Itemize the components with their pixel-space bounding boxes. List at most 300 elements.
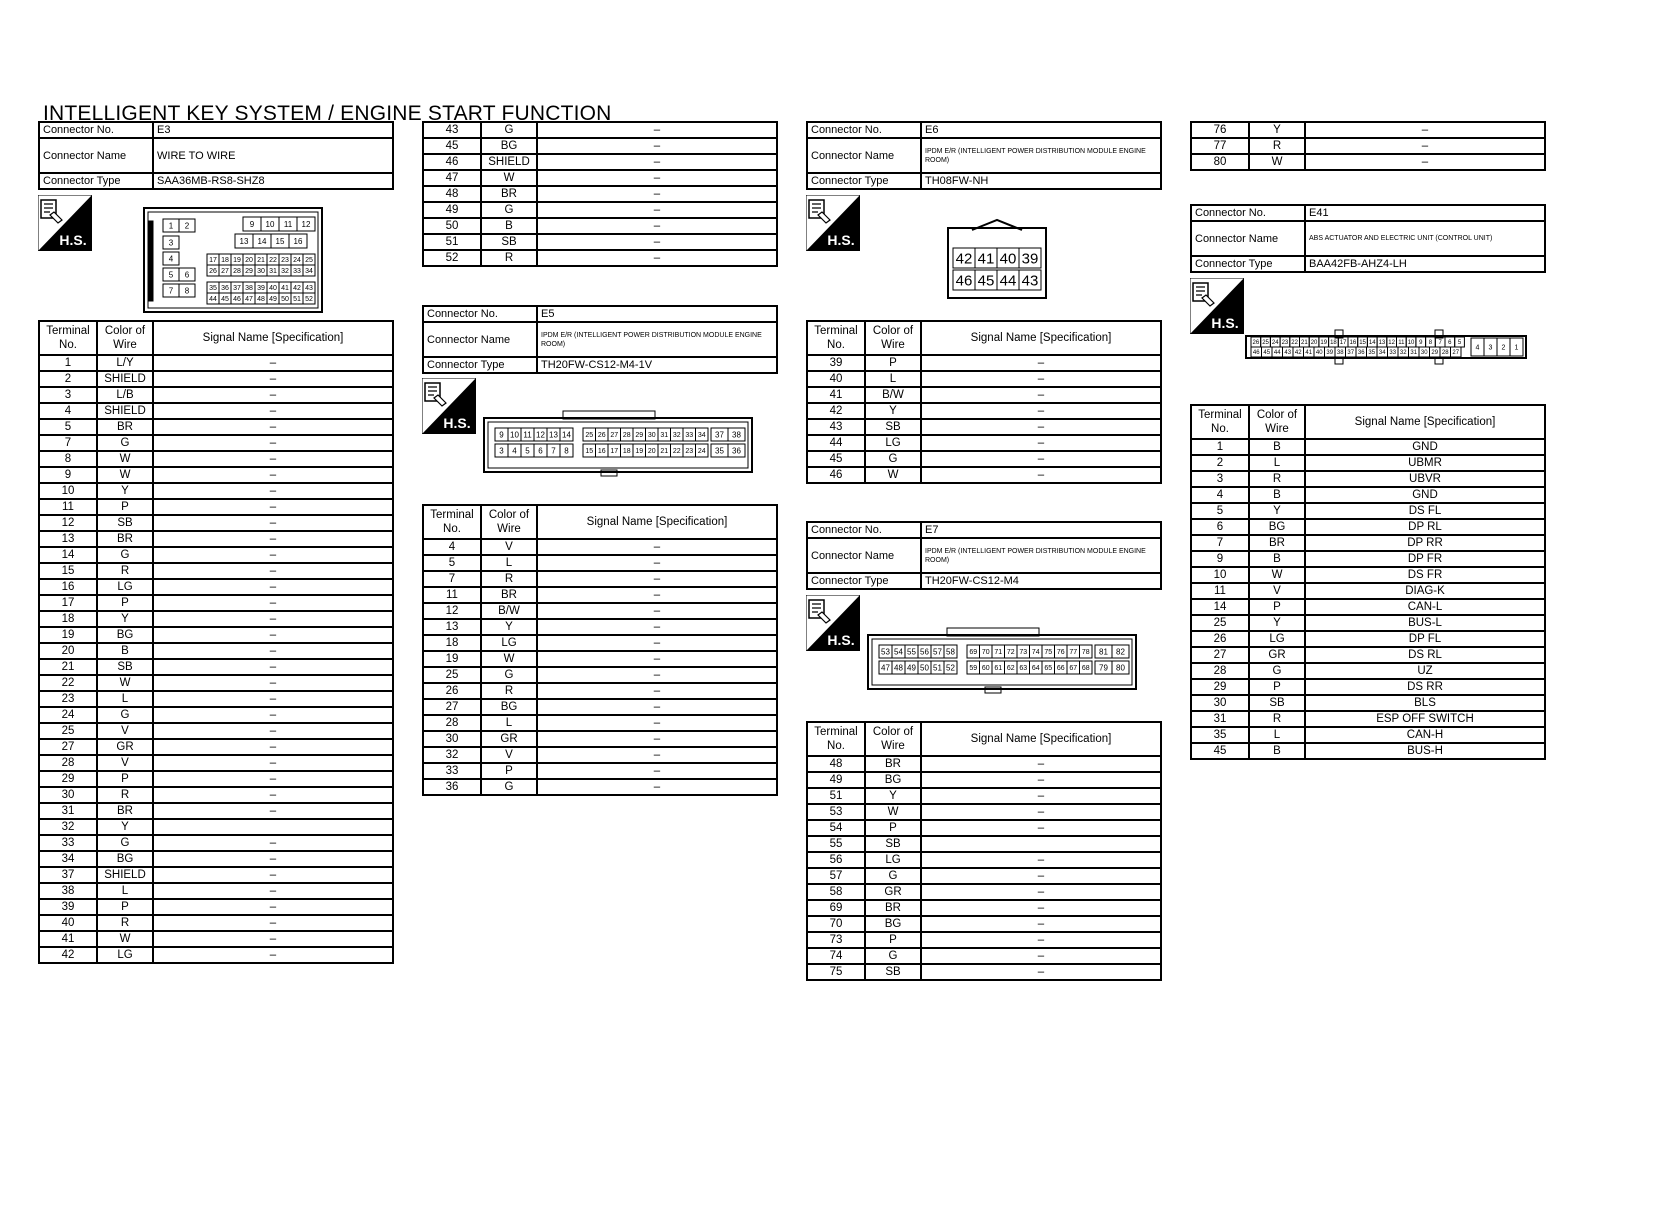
terminal-no-cell: 12 xyxy=(423,603,481,619)
wire-color-cell: LG xyxy=(865,435,921,451)
terminal-no-cell: 35 xyxy=(1191,727,1249,743)
terminal-number: 33 xyxy=(685,432,694,440)
terminal-no-cell: 1 xyxy=(39,355,97,371)
wire-color-cell: P xyxy=(481,763,537,779)
table-header-row xyxy=(807,722,1161,756)
terminal-number: 7 xyxy=(551,446,556,456)
terminal-number: 67 xyxy=(1069,665,1078,673)
table-row xyxy=(423,667,777,683)
wire-color-cell: LG xyxy=(1249,631,1305,647)
table-row xyxy=(807,916,1161,932)
terminal-no-header: Terminal No. xyxy=(1191,405,1249,439)
terminal-number: 82 xyxy=(1116,647,1125,657)
terminal-number: 48 xyxy=(257,296,265,304)
terminal-no-cell: 48 xyxy=(423,186,481,202)
signal-name-cell: – xyxy=(153,387,393,403)
e7-connector-face xyxy=(867,627,1139,693)
signal-name-cell: – xyxy=(153,483,393,499)
terminal-no-cell: 44 xyxy=(807,435,865,451)
terminal-number: 39 xyxy=(1326,350,1334,357)
wire-color-cell: G xyxy=(97,835,153,851)
e5-connector-face xyxy=(483,410,755,476)
table-row xyxy=(39,387,393,403)
terminal-number: 41 xyxy=(977,250,995,268)
wire-color-cell: SHIELD xyxy=(97,867,153,883)
terminal-number: 66 xyxy=(1056,665,1065,673)
terminal-number: 16 xyxy=(597,448,606,456)
signal-name-cell: – xyxy=(537,234,777,250)
table-row xyxy=(39,627,393,643)
terminal-number: 72 xyxy=(1006,649,1015,657)
terminal-number: 42 xyxy=(293,285,301,293)
terminal-number: 38 xyxy=(1336,350,1344,357)
signal-name-cell: – xyxy=(153,851,393,867)
wire-color-cell: SB xyxy=(481,234,537,250)
signal-name-cell: – xyxy=(537,747,777,763)
terminal-number: 19 xyxy=(233,257,241,265)
terminal-no-cell: 70 xyxy=(807,916,865,932)
terminal-number: 44 xyxy=(1273,350,1281,357)
terminal-number: 63 xyxy=(1019,665,1028,673)
wire-color-cell: R xyxy=(1249,711,1305,727)
terminal-no-cell: 6 xyxy=(1191,519,1249,535)
terminal-number: 65 xyxy=(1044,665,1053,673)
table-row xyxy=(39,515,393,531)
wire-color-cell: GR xyxy=(481,731,537,747)
signal-name-cell: – xyxy=(537,619,777,635)
signal-name-cell: – xyxy=(153,627,393,643)
hs-badge-text: H.S. xyxy=(827,232,855,248)
wire-color-cell: L xyxy=(481,555,537,571)
signal-name-cell: – xyxy=(537,699,777,715)
table-row xyxy=(807,355,1161,371)
terminal-no-header: Terminal No. xyxy=(423,505,481,539)
terminal-no-cell: 41 xyxy=(807,387,865,403)
terminal-no-cell: 56 xyxy=(807,852,865,868)
table-row xyxy=(423,651,777,667)
terminal-no-cell: 48 xyxy=(807,756,865,772)
table-row xyxy=(1191,647,1545,663)
terminal-number: 78 xyxy=(1081,649,1090,657)
table-row xyxy=(39,483,393,499)
signal-name-cell: UZ xyxy=(1305,663,1545,679)
color-of-wire-header: Color of Wire xyxy=(481,505,537,539)
e3-terminal-table xyxy=(38,320,394,964)
terminal-no-cell: 7 xyxy=(423,571,481,587)
terminal-number: 71 xyxy=(994,649,1003,657)
signal-name-cell: – xyxy=(153,803,393,819)
terminal-no-cell: 2 xyxy=(39,371,97,387)
table-row xyxy=(807,884,1161,900)
terminal-number: 53 xyxy=(881,647,890,657)
signal-name-cell: GND xyxy=(1305,439,1545,455)
wire-color-cell: B/W xyxy=(865,387,921,403)
terminal-no-cell: 49 xyxy=(423,202,481,218)
terminal-number: 28 xyxy=(622,432,631,440)
terminal-number: 52 xyxy=(305,296,313,304)
terminal-no-cell: 16 xyxy=(39,579,97,595)
table-row xyxy=(39,883,393,899)
terminal-no-cell: 40 xyxy=(807,371,865,387)
connector-no-label: Connector No. xyxy=(39,122,153,138)
terminal-no-cell: 27 xyxy=(39,739,97,755)
terminal-number: 75 xyxy=(1044,649,1053,657)
wire-color-cell: W xyxy=(97,451,153,467)
terminal-no-cell: 77 xyxy=(1191,138,1249,154)
wire-color-cell: G xyxy=(481,779,537,795)
terminal-no-cell: 5 xyxy=(39,419,97,435)
table-row xyxy=(39,643,393,659)
terminal-number: 4 xyxy=(512,446,517,456)
terminal-number: 13 xyxy=(549,430,558,440)
terminal-number: 14 xyxy=(562,430,571,440)
signal-name-cell: – xyxy=(537,202,777,218)
wire-color-cell: G xyxy=(97,547,153,563)
table-row xyxy=(807,868,1161,884)
table-row xyxy=(423,234,777,250)
terminal-no-cell: 33 xyxy=(423,763,481,779)
signal-name-cell: – xyxy=(921,900,1161,916)
terminal-no-cell: 36 xyxy=(423,779,481,795)
table-row xyxy=(1191,439,1545,455)
signal-name-cell: – xyxy=(153,515,393,531)
table-row xyxy=(807,788,1161,804)
terminal-no-cell: 74 xyxy=(807,948,865,964)
terminal-number: 10 xyxy=(265,219,275,229)
wire-color-cell: BR xyxy=(97,531,153,547)
table-row xyxy=(423,218,777,234)
wire-color-cell: B xyxy=(97,643,153,659)
table-row xyxy=(1191,743,1545,759)
connector-no-value: E6 xyxy=(921,122,1161,138)
signal-name-header: Signal Name [Specification] xyxy=(921,722,1161,756)
terminal-no-cell: 13 xyxy=(39,531,97,547)
signal-name-cell: – xyxy=(921,964,1161,980)
terminal-number: 36 xyxy=(732,446,741,456)
wire-color-cell: W xyxy=(865,804,921,820)
signal-name-cell: – xyxy=(153,451,393,467)
terminal-number: 29 xyxy=(245,268,253,276)
wire-color-cell: V xyxy=(97,755,153,771)
wire-color-cell: SHIELD xyxy=(97,403,153,419)
connector-type-label: Connector Type xyxy=(39,173,153,189)
table-row xyxy=(423,250,777,266)
wire-color-cell: V xyxy=(97,723,153,739)
terminal-no-cell: 17 xyxy=(39,595,97,611)
terminal-number: 12 xyxy=(301,219,311,229)
terminal-number: 1 xyxy=(1514,344,1519,352)
terminal-no-header: Terminal No. xyxy=(39,321,97,355)
terminal-no-cell: 28 xyxy=(39,755,97,771)
table-row xyxy=(39,659,393,675)
terminal-number: 3 xyxy=(499,446,504,456)
e5-header xyxy=(422,305,778,374)
table-row xyxy=(807,900,1161,916)
wire-color-cell: SHIELD xyxy=(97,371,153,387)
terminal-number: 46 xyxy=(955,272,973,290)
terminal-number: 73 xyxy=(1019,649,1028,657)
signal-name-cell: – xyxy=(153,467,393,483)
terminal-number: 40 xyxy=(1315,350,1323,357)
terminal-number: 34 xyxy=(1378,350,1386,357)
signal-name-cell: DS FR xyxy=(1305,567,1545,583)
table-row xyxy=(39,579,393,595)
signal-name-cell: – xyxy=(153,419,393,435)
connector-name-value: WIRE TO WIRE xyxy=(153,138,393,173)
terminal-no-cell: 73 xyxy=(807,932,865,948)
wire-color-cell: P xyxy=(865,820,921,836)
wire-color-cell: SB xyxy=(97,659,153,675)
signal-name-cell: – xyxy=(921,467,1161,483)
signal-name-cell: DP RL xyxy=(1305,519,1545,535)
wire-color-cell: V xyxy=(481,539,537,555)
wire-color-cell: GR xyxy=(97,739,153,755)
terminal-number: 36 xyxy=(1357,350,1365,357)
wire-color-cell: BR xyxy=(97,803,153,819)
terminal-number: 15 xyxy=(1359,340,1366,347)
terminal-number: 17 xyxy=(209,257,217,265)
terminal-no-cell: 57 xyxy=(807,868,865,884)
connector-no-value: E5 xyxy=(537,306,777,322)
signal-name-header: Signal Name [Specification] xyxy=(537,505,777,539)
table-row xyxy=(423,731,777,747)
table-header-row xyxy=(1191,405,1545,439)
terminal-number: 70 xyxy=(981,649,990,657)
wire-color-cell: R xyxy=(481,571,537,587)
signal-name-cell: – xyxy=(153,899,393,915)
terminal-number: 24 xyxy=(697,448,706,456)
signal-name-cell: – xyxy=(921,884,1161,900)
table-row xyxy=(39,867,393,883)
signal-name-cell: – xyxy=(921,788,1161,804)
signal-name-cell: – xyxy=(153,643,393,659)
signal-name-cell: – xyxy=(153,931,393,947)
signal-name-cell: – xyxy=(153,691,393,707)
wire-color-cell: BR xyxy=(865,900,921,916)
terminal-number: 45 xyxy=(1263,350,1271,357)
table-row xyxy=(39,611,393,627)
wire-color-cell: V xyxy=(1249,583,1305,599)
connector-type-value: TH20FW-CS12-M4 xyxy=(921,573,1161,589)
terminal-no-cell: 22 xyxy=(39,675,97,691)
terminal-number: 26 xyxy=(1252,340,1260,347)
terminal-number: 23 xyxy=(685,448,694,456)
terminal-number: 37 xyxy=(233,285,241,293)
terminal-number: 10 xyxy=(1407,340,1415,347)
terminal-no-cell: 39 xyxy=(807,355,865,371)
terminal-number: 52 xyxy=(946,663,955,673)
signal-name-cell: UBMR xyxy=(1305,455,1545,471)
terminal-number: 37 xyxy=(1347,350,1355,357)
signal-name-cell: – xyxy=(537,250,777,266)
terminal-no-cell: 9 xyxy=(1191,551,1249,567)
terminal-no-cell: 14 xyxy=(1191,599,1249,615)
table-row xyxy=(39,419,393,435)
terminal-number: 18 xyxy=(221,257,229,265)
terminal-number: 18 xyxy=(622,448,631,456)
terminal-no-cell: 7 xyxy=(39,435,97,451)
wire-color-cell: L xyxy=(97,883,153,899)
terminal-number: 31 xyxy=(660,432,669,440)
signal-name-cell: – xyxy=(153,835,393,851)
signal-name-cell: – xyxy=(921,419,1161,435)
terminal-number: 22 xyxy=(672,448,681,456)
signal-name-cell: – xyxy=(921,868,1161,884)
signal-name-cell: – xyxy=(1305,138,1545,154)
terminal-number: 16 xyxy=(293,236,303,246)
signal-name-header: Signal Name [Specification] xyxy=(153,321,393,355)
wire-color-cell: W xyxy=(97,931,153,947)
wire-color-cell: LG xyxy=(865,852,921,868)
connector-no-value: E7 xyxy=(921,522,1161,538)
table-row xyxy=(423,170,777,186)
table-row xyxy=(1191,503,1545,519)
signal-name-cell: – xyxy=(537,731,777,747)
table-row xyxy=(423,154,777,170)
wire-color-cell: W xyxy=(97,675,153,691)
terminal-number: 4 xyxy=(1475,344,1480,352)
terminal-no-cell: 26 xyxy=(423,683,481,699)
terminal-number: 24 xyxy=(1271,340,1279,347)
connector-type-value: TH08FW-NH xyxy=(921,173,1161,189)
table-row xyxy=(807,932,1161,948)
page-title: INTELLIGENT KEY SYSTEM / ENGINE START FUNCTION xyxy=(43,102,612,125)
signal-name-cell: – xyxy=(537,651,777,667)
terminal-number: 19 xyxy=(1320,340,1328,347)
signal-name-cell: – xyxy=(153,611,393,627)
terminal-no-cell: 19 xyxy=(39,627,97,643)
signal-name-cell: – xyxy=(153,883,393,899)
table-row xyxy=(807,772,1161,788)
terminal-no-cell: 18 xyxy=(39,611,97,627)
terminal-number: 51 xyxy=(933,663,942,673)
signal-name-cell: – xyxy=(921,355,1161,371)
wire-color-cell: Y xyxy=(481,619,537,635)
signal-name-cell: – xyxy=(153,707,393,723)
terminal-number: 2 xyxy=(1501,344,1506,352)
table-row xyxy=(423,683,777,699)
terminal-no-cell: 4 xyxy=(39,403,97,419)
connector-name-label: Connector Name xyxy=(423,322,537,357)
terminal-no-cell: 43 xyxy=(807,419,865,435)
terminal-number: 9 xyxy=(249,219,255,229)
terminal-no-cell: 76 xyxy=(1191,122,1249,138)
terminal-number: 64 xyxy=(1031,665,1040,673)
connector-no-value: E41 xyxy=(1305,205,1545,221)
connector-name-label: Connector Name xyxy=(39,138,153,173)
wire-color-cell: P xyxy=(97,771,153,787)
terminal-number: 40 xyxy=(269,285,277,293)
signal-name-cell: – xyxy=(537,667,777,683)
wire-color-cell: BR xyxy=(865,756,921,772)
terminal-number: 11 xyxy=(1398,340,1405,347)
terminal-no-cell: 24 xyxy=(39,707,97,723)
wire-color-cell: SB xyxy=(97,515,153,531)
e5-terminal-table xyxy=(422,504,778,796)
table-row xyxy=(39,931,393,947)
terminal-number: 11 xyxy=(523,430,532,440)
terminal-number: 38 xyxy=(732,430,741,440)
hs-badge-text: H.S. xyxy=(443,415,471,431)
terminal-no-header: Terminal No. xyxy=(807,321,865,355)
wire-color-cell: P xyxy=(97,499,153,515)
terminal-number: 30 xyxy=(257,268,265,276)
terminal-number: 37 xyxy=(715,430,724,440)
wire-color-cell: P xyxy=(1249,599,1305,615)
hs-badge-text: H.S. xyxy=(59,232,87,248)
color-of-wire-header: Color of Wire xyxy=(865,321,921,355)
terminal-number: 32 xyxy=(1399,350,1407,357)
terminal-number: 25 xyxy=(1262,340,1269,347)
terminal-number: 43 xyxy=(305,285,313,293)
terminal-number: 26 xyxy=(597,432,606,440)
terminal-number: 43 xyxy=(1284,350,1292,357)
table-row xyxy=(423,763,777,779)
terminal-number: 23 xyxy=(1281,340,1289,347)
signal-name-cell: – xyxy=(537,683,777,699)
hs-badge-icon xyxy=(806,595,860,651)
signal-name-cell: ESP OFF SWITCH xyxy=(1305,711,1545,727)
signal-name-cell: – xyxy=(921,820,1161,836)
wire-color-cell: W xyxy=(481,651,537,667)
wire-color-cell: L xyxy=(97,691,153,707)
terminal-no-cell: 45 xyxy=(1191,743,1249,759)
wire-color-cell: G xyxy=(865,451,921,467)
wire-color-cell: GR xyxy=(865,884,921,900)
terminal-no-cell: 21 xyxy=(39,659,97,675)
signal-name-cell: – xyxy=(921,435,1161,451)
terminal-number: 68 xyxy=(1081,665,1090,673)
wire-color-cell: L/B xyxy=(97,387,153,403)
terminal-no-cell: 10 xyxy=(39,483,97,499)
table-row xyxy=(39,451,393,467)
signal-name-cell: – xyxy=(921,371,1161,387)
terminal-number: 20 xyxy=(647,448,656,456)
terminal-no-cell: 10 xyxy=(1191,567,1249,583)
signal-name-cell: DS RL xyxy=(1305,647,1545,663)
table-row xyxy=(39,739,393,755)
signal-name-cell: – xyxy=(921,932,1161,948)
terminal-no-header: Terminal No. xyxy=(807,722,865,756)
connector-type-label: Connector Type xyxy=(807,173,921,189)
terminal-number: 55 xyxy=(907,647,916,657)
table-row xyxy=(39,835,393,851)
signal-name-cell: – xyxy=(537,635,777,651)
table-row xyxy=(807,387,1161,403)
table-row xyxy=(1191,663,1545,679)
terminal-number: 3 xyxy=(168,238,174,248)
hs-badge-icon xyxy=(38,195,92,251)
terminal-no-cell: 13 xyxy=(423,619,481,635)
table-row xyxy=(1191,535,1545,551)
color-of-wire-header: Color of Wire xyxy=(1249,405,1305,439)
wire-color-cell: R xyxy=(97,787,153,803)
table-row xyxy=(423,587,777,603)
terminal-number: 40 xyxy=(999,250,1017,268)
signal-name-cell: – xyxy=(1305,154,1545,170)
wire-color-cell: GR xyxy=(1249,647,1305,663)
table-row xyxy=(423,619,777,635)
terminal-number: 41 xyxy=(1305,350,1313,357)
terminal-number: 14 xyxy=(257,236,267,246)
terminal-no-cell: 53 xyxy=(807,804,865,820)
e6-connector-face xyxy=(947,218,1049,300)
signal-name-cell: – xyxy=(1305,122,1545,138)
terminal-number: 54 xyxy=(894,647,903,657)
terminal-number: 32 xyxy=(281,268,289,276)
wire-color-cell: BG xyxy=(865,772,921,788)
table-row xyxy=(1191,727,1545,743)
